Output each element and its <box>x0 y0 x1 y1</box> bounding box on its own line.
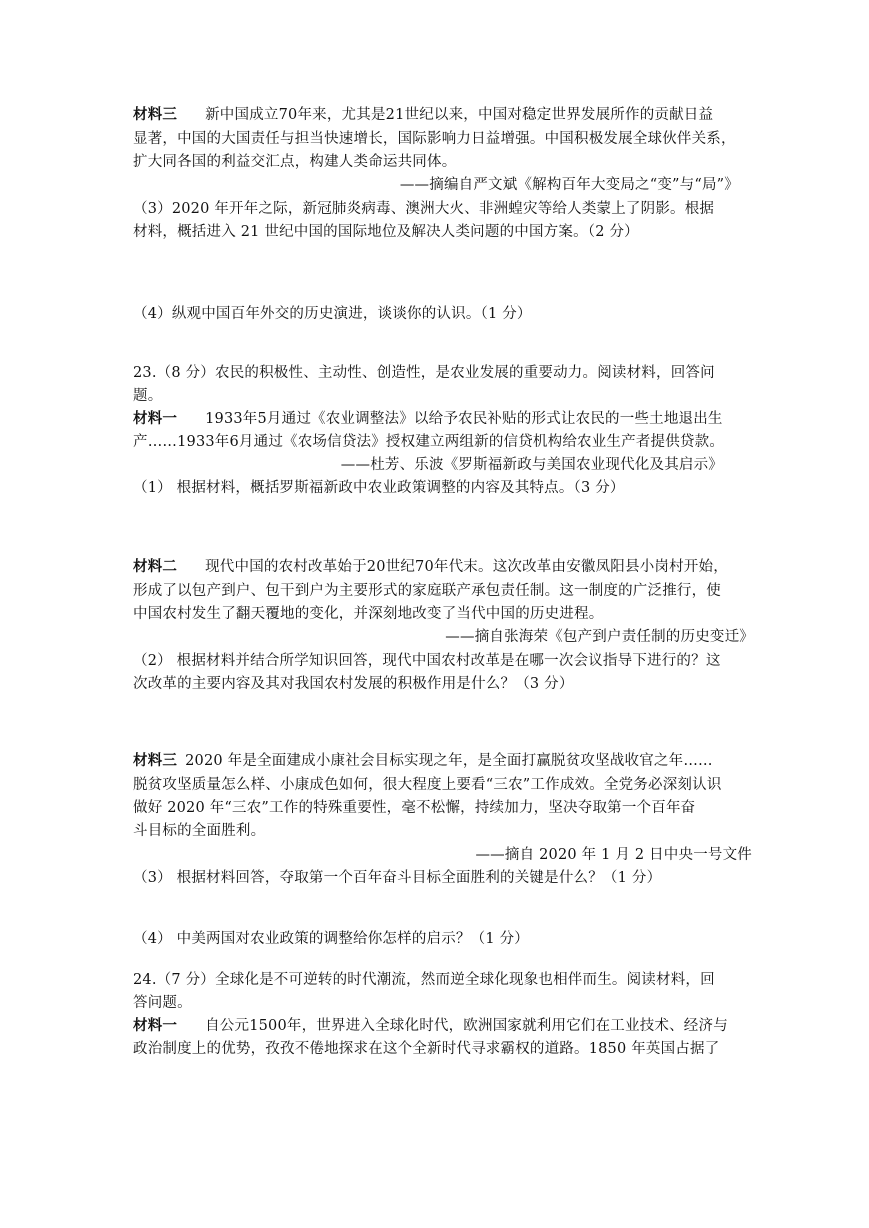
material-label: 材料二 <box>133 558 178 575</box>
material-3-source: ——摘编自严文斌《解构百年大变局之“变”与“局”》 <box>399 177 739 193</box>
material-text: 2020 年是全面建成小康社会目标实现之年，是全面打赢脱贫攻坚战收官之年…… <box>185 753 713 769</box>
q24-material-1-line-2: 政治制度上的优势，孜孜不倦地探求在这个全新时代寻求霸权的道路。1850 年英国占据了 <box>133 1041 720 1057</box>
material-label: 材料三 <box>133 752 178 769</box>
q24-stem-line-1: 24.（7 分）全球化是不可逆转的时代潮流，然而逆全球化现象也相伴而生。阅读材料，回 <box>133 972 715 988</box>
material-text: 1933年5月通过《农业调整法》以给予农民补贴的形式让农民的一些土地退出生 <box>205 411 723 427</box>
q23-material-1-line-1 <box>133 408 723 430</box>
material-text: 新中国成立70年来，尤其是21世纪以来，中国对稳定世界发展所作的贡献日益 <box>205 107 714 123</box>
q23-question-2-line-1: （2） 根据材料并结合所学知识回答，现代中国农村改革是在哪一次会议指导下进行的？这 <box>133 653 721 669</box>
q23-material-3-line-2: 脱贫攻坚质量怎么样、小康成色如何，很大程度上要看“三农”工作成效。全党务必深刻认识 <box>133 777 722 793</box>
q23-material-2-line-2: 形成了以包产到户、包干到户为主要形式的家庭联产承包责任制。这一制度的广泛推行，使 <box>133 583 721 599</box>
material-label: 材料一 <box>133 1017 178 1034</box>
q23-stem-line-2: 题。 <box>133 388 163 404</box>
q24-material-1-line-1 <box>133 1015 728 1037</box>
q23-question-1: （1） 根据材料，概括罗斯福新政中农业政策调整的内容及其特点。（3 分） <box>133 480 625 496</box>
material-3-line-2: 显著，中国的大国责任与担当快速增长，国际影响力日益增强。中国积极发展全球伙伴关系， <box>133 131 736 147</box>
q23-material-3-line-1 <box>133 750 713 772</box>
q23-material-1-line-2: 产……1933年6月通过《农场信贷法》授权建立两组新的信贷机构给农业生产者提供贷款。 <box>133 434 725 450</box>
q24-stem-line-2: 答问题。 <box>133 995 192 1011</box>
material-label: 材料一 <box>133 410 178 427</box>
q23-material-2-line-3: 中国农村发生了翻天覆地的变化，并深刻地改变了当代中国的历史进程。 <box>133 606 604 622</box>
question-3-line-2: 材料，概括进入 21 世纪中国的国际地位及解决人类问题的中国方案。（2 分） <box>133 224 639 240</box>
q23-material-3-source: ——摘自 2020 年 1 月 2 日中央一号文件 <box>475 847 752 863</box>
material-3-line-3: 扩大同各国的利益交汇点，构建人类命运共同体。 <box>133 154 457 170</box>
material-label: 材料三 <box>133 106 178 123</box>
material-text: 现代中国的农村改革始于20世纪70年代末。这次改革由安徽凤阳县小岗村开始， <box>205 559 728 575</box>
q23-material-1-source: ——杜芳、乐波《罗斯福新政与美国农业现代化及其启示》 <box>340 457 723 473</box>
q23-question-4: （4） 中美两国对农业政策的调整给你怎样的启示？（1 分） <box>133 931 529 947</box>
q23-question-3: （3） 根据材料回答，夺取第一个百年奋斗目标全面胜利的关键是什么？（1 分） <box>133 870 662 886</box>
question-3-line-1: （3）2020 年开年之际，新冠肺炎病毒、澳洲大火、非洲蝗灾等给人类蒙上了阴影。根据 <box>133 201 715 217</box>
q23-stem-line-1: 23.（8 分）农民的积极性、主动性、创造性，是农业发展的重要动力。阅读材料，回答问 <box>133 365 715 381</box>
q23-material-3-line-4: 斗目标的全面胜利。 <box>133 823 266 839</box>
material-3-line-1 <box>133 104 713 126</box>
q23-question-2-line-2: 次改革的主要内容及其对我国农村发展的积极作用是什么？（3 分） <box>133 676 574 692</box>
q23-material-2-line-1 <box>133 556 728 578</box>
question-4: （4）纵观中国百年外交的历史演进，谈谈你的认识。（1 分） <box>133 306 532 322</box>
material-text: 自公元1500年，世界进入全球化时代，欧洲国家就利用它们在工业技术、经济与 <box>205 1018 728 1034</box>
q23-material-3-line-3: 做好 2020 年“三农”工作的特殊重要性，毫不松懈，持续加力，坚决夺取第一个百年奋 <box>133 800 696 816</box>
q23-material-2-source: ——摘自张海荣《包产到户责任制的历史变迁》 <box>445 629 754 645</box>
